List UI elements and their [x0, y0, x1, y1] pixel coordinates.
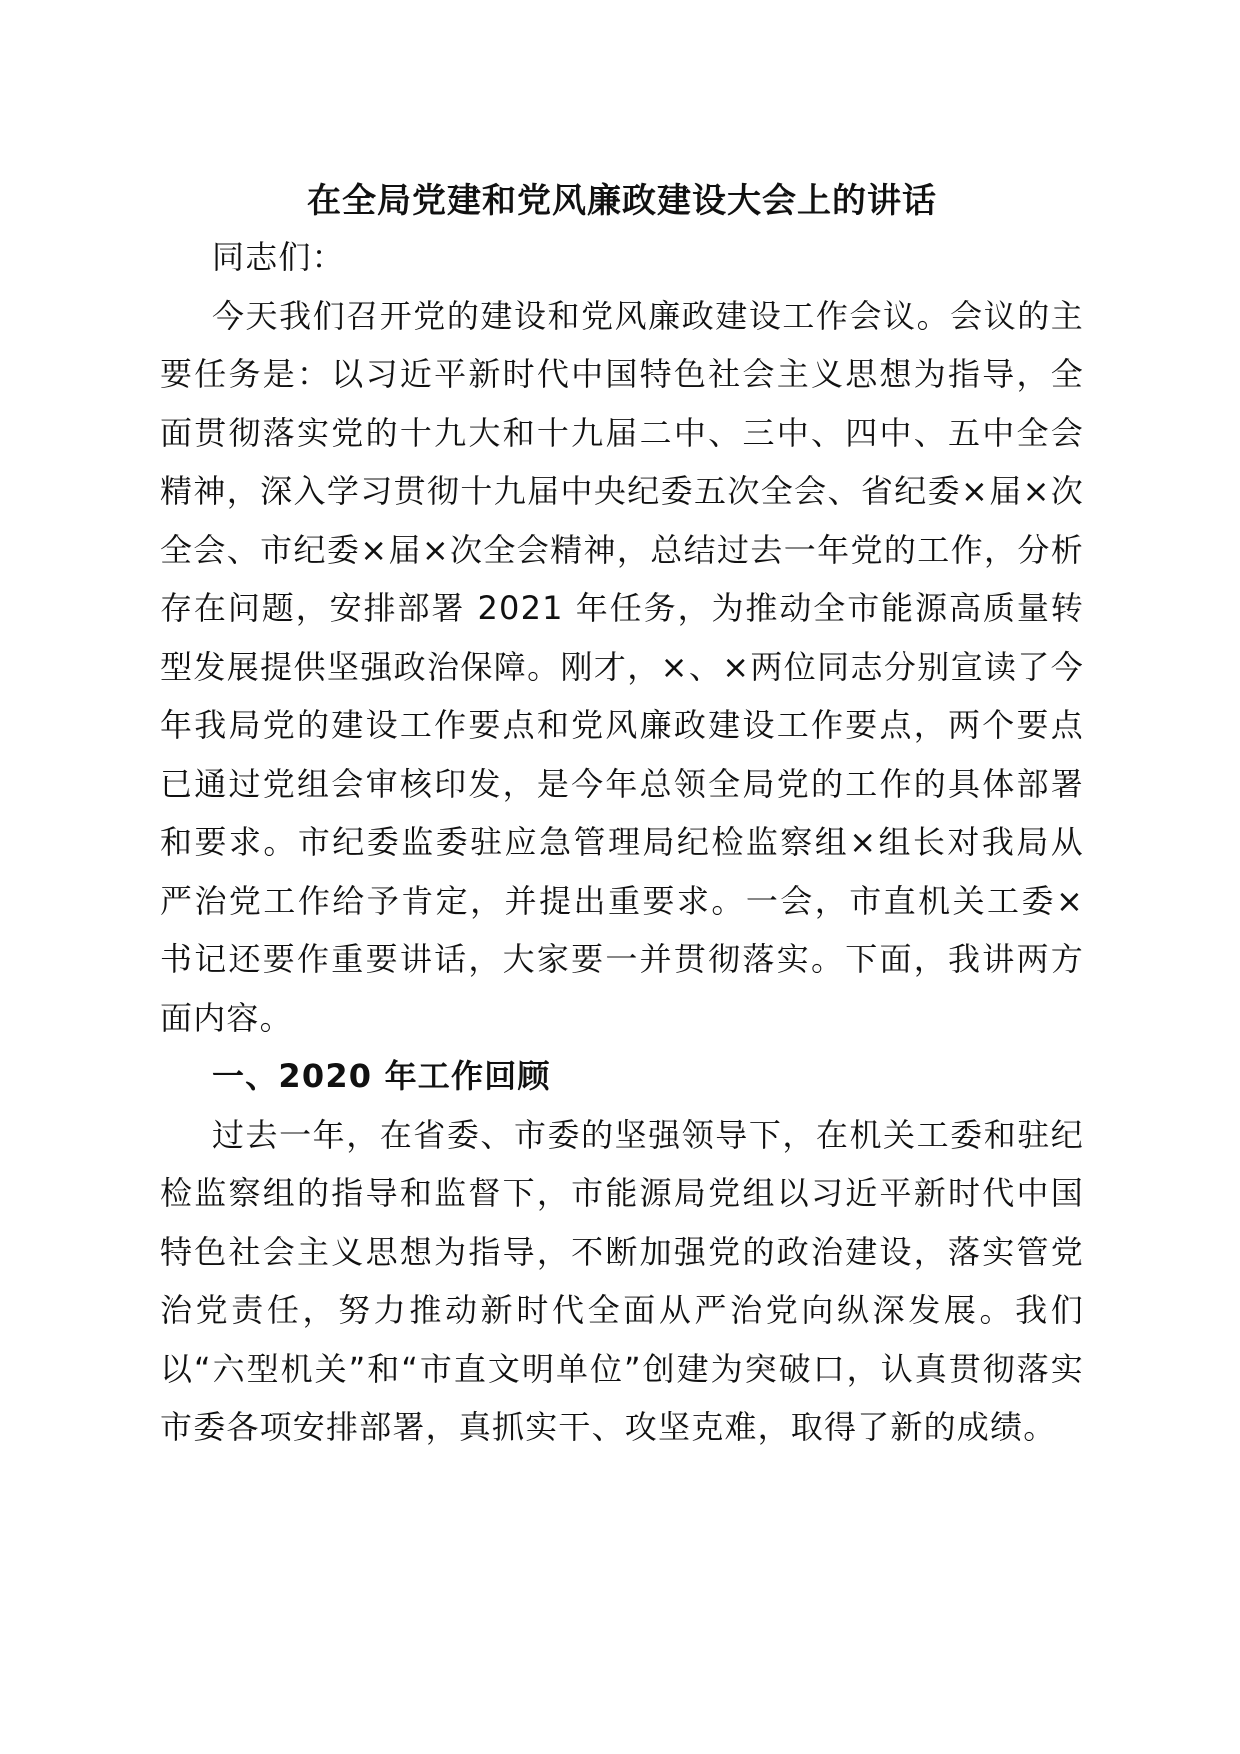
- intro-paragraph: 今天我们召开党的建设和党风廉政建设工作会议。会议的主要任务是：以习近平新时代中国特色社会主义思想为指导，全面贯彻落实党的十九大和十九届二中、三中、四中、五中全会精神，深入学习贯彻十九届中央纪委五次全会、省纪委×届×次全会、市纪委×届×次全会精神，总结过去一年党的工作，分析存在问题，安排部署 2021 年任务，为推动全市能源高质量转型发展提供坚强政治保障。刚才，×、×两位同志分别宣读了今年我局党的建设工作要点和党风廉政建设工作要点，两个要点已通过党组会审核印发，是今年总领全局党的工作的具体部署和要求。市纪委监委驻应急管理局纪检监察组×组长对我局从严治党工作给予肯定，并提出重要求。一会，市直机关工委×书记还要作重要讲话，大家要一并贯彻落实。下面，我讲两方面内容。: [160, 296, 1084, 1037]
- section-paragraph: 过去一年，在省委、市委的坚强领导下，在机关工委和驻纪检监察组的指导和监督下，市能源局党组以习近平新时代中国特色社会主义思想为指导，不断加强党的政治建设，落实管党治党责任，努力推动新时代全面从严治党向纵深发展。我们以“六型机关”和“市直文明单位”创建为突破口，认真贯彻落实市委各项安排部署，真抓实干、攻坚克难，取得了新的成绩。: [160, 1115, 1084, 1446]
- document-title: 在全局党建和党风廉政建设大会上的讲话: [307, 181, 937, 221]
- salutation: 同志们：: [212, 238, 345, 276]
- section-heading: 一、2020 年工作回顾: [212, 1057, 551, 1095]
- document-page: [160, 172, 1084, 1457]
